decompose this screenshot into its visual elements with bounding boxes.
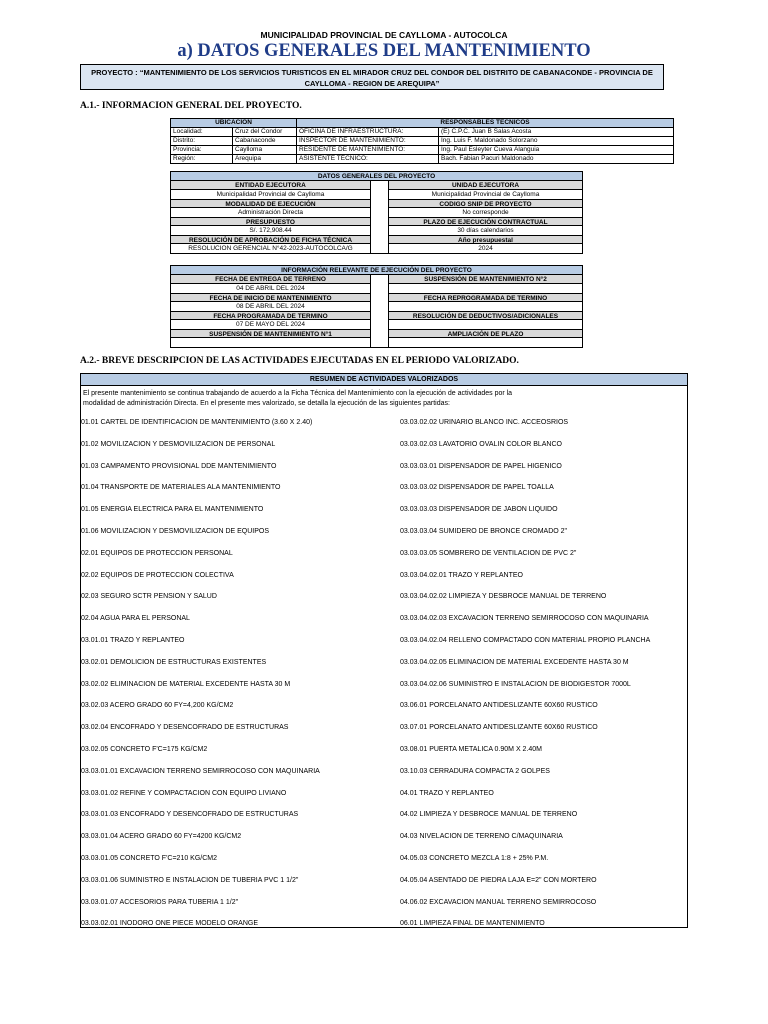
project-line-1: PROYECTO : “MANTENIMIENTO DE LOS SERVICIOS TURISTICOS EN EL MIRADOR CRUZ DEL CONDOR DEL DISTRITO DE CABANACONDE - PROVINCIA DE bbox=[91, 68, 653, 77]
field-value-row bbox=[171, 338, 582, 347]
info-person: Ing. Luis F. Maldonado Solorzano bbox=[439, 137, 674, 146]
activity-item: 03.03.01.02 REFINE Y COMPACTACION CON EQUIPO LIVIANO bbox=[81, 789, 287, 797]
field-value-row bbox=[171, 244, 582, 253]
activity-item: 04.02 LIMPIEZA Y DESBROCE MANUAL DE TERRENO bbox=[400, 811, 578, 819]
field-value-row bbox=[171, 302, 582, 311]
column-gap bbox=[370, 320, 389, 329]
field-label: Año presupuestal bbox=[389, 235, 582, 244]
activity-item: 06.01 LIMPIEZA FINAL DE MANTENIMIENTO bbox=[400, 920, 545, 928]
column-gap bbox=[370, 208, 389, 217]
field-value: No corresponde bbox=[462, 209, 509, 216]
column-gap bbox=[370, 181, 389, 190]
activity-item: 04.01 TRAZO Y REPLANTEO bbox=[400, 789, 494, 797]
field-value-row bbox=[171, 190, 582, 199]
field-label: RESOLUCIÓN DE APROBACIÓN DE FICHA TÉCNICA bbox=[171, 235, 370, 244]
activity-item: 01.05 ENERGIA ELECTRICA PARA EL MANTENIMIENTO bbox=[81, 506, 264, 514]
activity-item: 03.03.04.02.03 EXCAVACION TERRENO SEMIRROCOSO CON MAQUINARIA bbox=[400, 615, 649, 623]
column-gap bbox=[370, 284, 389, 293]
activity-item: 01.06 MOVILIZACION Y DESMOVILIZACION DE EQUIPOS bbox=[81, 528, 270, 535]
field-label: FECHA DE INICIO DE MANTENIMIENTO bbox=[171, 293, 370, 302]
resumen-actividades-box bbox=[80, 373, 688, 928]
section-a1-heading: A.1.- INFORMACION GENERAL DEL PROYECTO. bbox=[80, 101, 302, 111]
column-gap bbox=[370, 226, 389, 235]
field-label: PLAZO DE EJECUCIÓN CONTRACTUAL bbox=[389, 217, 582, 226]
info-table bbox=[170, 118, 674, 164]
column-gap bbox=[370, 217, 389, 226]
field-label: CODIGO SNIP DE PROYECTO bbox=[389, 199, 582, 208]
field-value: RESOLUCION GERENCIAL N°42-2023-AUTOCOLCA/G bbox=[188, 245, 353, 252]
project-banner bbox=[80, 64, 664, 90]
informacion-relevante-box bbox=[170, 265, 583, 348]
activity-item: 04.03 NIVELACION DE TERRENO C/MAQUINARIA bbox=[400, 833, 563, 841]
info-person: Bach. Fabian Pacuri Maldonado bbox=[439, 155, 674, 164]
info-row bbox=[171, 155, 674, 164]
field-value-row bbox=[171, 320, 582, 329]
field-value-row bbox=[171, 284, 582, 293]
activity-item: 01.01 CARTEL DE IDENTIFICACION DE MANTENIMIENTO (3.60 X 2.40) bbox=[81, 419, 313, 426]
field-value: 08 DE ABRIL DEL 2024 bbox=[236, 303, 305, 310]
column-gap bbox=[370, 338, 389, 347]
info-value: Cruz del Condor bbox=[233, 128, 297, 137]
activity-item: 04.05.03 CONCRETO MEZCLA 1:8 + 25% P.M. bbox=[400, 855, 549, 862]
activity-item: 03.03.04.02.01 TRAZO Y REPLANTEO bbox=[400, 571, 523, 579]
column-gap bbox=[370, 244, 389, 253]
field-value bbox=[171, 338, 370, 347]
activity-item: 03.03.04.02.04 RELLENO COMPACTADO CON MATERIAL PROPIO PLANCHA bbox=[400, 637, 651, 644]
info-row bbox=[171, 128, 674, 137]
field-label: UNIDAD EJECUTORA bbox=[389, 181, 582, 190]
field-value bbox=[389, 302, 582, 311]
datos-generales-box bbox=[170, 171, 583, 254]
field-label-row bbox=[171, 181, 582, 190]
field-label-row bbox=[171, 293, 582, 302]
field-label-row bbox=[171, 199, 582, 208]
info-role: INSPECTOR DE MANTENIMIENTO: bbox=[297, 137, 439, 146]
field-value-row bbox=[171, 208, 582, 217]
column-gap bbox=[370, 275, 389, 284]
informacion-relevante-header: INFORMACIÓN RELEVANTE DE EJECUCIÓN DEL PROYECTO bbox=[171, 266, 582, 275]
column-gap bbox=[370, 329, 389, 338]
section-a2-heading: A.2.- BREVE DESCRIPCION DE LAS ACTIVIDADES EJECUTADAS EN EL PERIODO VALORIZADO. bbox=[80, 356, 519, 366]
responsables-header: RESPONSABLES TECNICOS bbox=[297, 119, 674, 128]
info-person: (E) C.P.C. Juan B Salas Acosta bbox=[439, 128, 674, 137]
page-title: a) DATOS GENERALES DEL MANTENIMIENTO bbox=[177, 41, 591, 61]
activity-item: 01.04 TRANSPORTE DE MATERIALES ALA MANTENIMIENTO bbox=[81, 484, 281, 492]
datos-generales-header: DATOS GENERALES DEL PROYECTO bbox=[171, 172, 582, 181]
field-value: Municipalidad Provincial de Caylloma bbox=[431, 191, 540, 198]
field-value: Municipalidad Provincial de Caylloma bbox=[216, 191, 325, 198]
info-value: Caylloma bbox=[233, 146, 297, 155]
activity-item: 03.03.01.06 SUMINISTRO E INSTALACION DE TUBERIA PVC 1 1/2" bbox=[81, 876, 299, 884]
column-gap bbox=[370, 235, 389, 244]
column-gap bbox=[370, 311, 389, 320]
activity-item: 03.03.03.04 SUMIDERO DE BRONCE CROMADO 2" bbox=[400, 528, 568, 535]
field-value bbox=[389, 320, 582, 329]
activity-item: 03.03.01.04 ACERO GRADO 60 FY=4200 KG/CM2 bbox=[81, 833, 242, 841]
field-value bbox=[389, 338, 582, 347]
field-label: SUSPENSIÓN DE MANTENIMIENTO N°1 bbox=[171, 329, 370, 338]
field-value-row bbox=[171, 226, 582, 235]
activity-item: 03.03.01.05 CONCRETO F'C=210 KG/CM2 bbox=[81, 855, 218, 862]
activity-item: 03.03.03.05 SOMBRERO DE VENTILACION DE PVC 2" bbox=[400, 549, 577, 557]
field-label: FECHA DE ENTREGA DE TERRENO bbox=[171, 275, 370, 284]
resumen-intro bbox=[81, 386, 687, 409]
activity-item: 04.06.02 EXCAVACION MANUAL TERRENO SEMIRROCOSO bbox=[400, 898, 597, 906]
field-value: 2024 bbox=[478, 245, 493, 252]
activity-item: 03.03.02.02 URINARIO BLANCO INC. ACCEOSRIOS bbox=[400, 419, 569, 426]
field-value: 07 DE MAYO DEL 2024 bbox=[235, 321, 305, 328]
column-gap bbox=[370, 302, 389, 311]
column-gap bbox=[370, 190, 389, 199]
info-label: Provincia: bbox=[171, 146, 233, 155]
info-label: Localidad: bbox=[171, 128, 233, 137]
activity-item: 03.03.03.03 DISPENSADOR DE JABON LIQUIDO bbox=[400, 506, 558, 514]
activity-item: 01.02 MOVILIZACION Y DESMOVILIZACION DE PERSONAL bbox=[81, 440, 276, 448]
activity-item: 03.01.01 TRAZO Y REPLANTEO bbox=[81, 637, 185, 644]
activity-item: 03.02.01 DEMOLICION DE ESTRUCTURAS EXISTENTES bbox=[81, 658, 267, 666]
activity-item: 02.03 SEGURO SCTR PENSION Y SALUD bbox=[81, 593, 217, 601]
info-role: ASISTENTE TÉCNICO: bbox=[297, 155, 439, 164]
column-gap bbox=[370, 199, 389, 208]
info-person: Ing. Paul Esleyter Cueva Alanguia bbox=[439, 146, 674, 155]
activity-item: 01.03 CAMPAMENTO PROVISIONAL DDE MANTENIMIENTO bbox=[81, 462, 277, 470]
field-label: SUSPENSIÓN DE MANTENIMIENTO N°2 bbox=[389, 275, 582, 284]
field-label-row bbox=[171, 275, 582, 284]
activity-item: 03.08.01 PUERTA METALICA 0.90M X 2.40M bbox=[400, 746, 543, 753]
info-row bbox=[171, 146, 674, 155]
field-label: PRESUPUESTO bbox=[171, 217, 370, 226]
info-value: Arequipa bbox=[233, 155, 297, 164]
project-line-2: CAYLLOMA - REGION DE AREQUIPA” bbox=[304, 79, 440, 88]
activity-item: 03.02.03 ACERO GRADO 60 FY=4,200 KG/CM2 bbox=[81, 702, 234, 710]
info-value: Cabanaconde bbox=[233, 137, 297, 146]
activity-item: 03.03.03.02 DISPENSADOR DE PAPEL TOALLA bbox=[400, 484, 554, 492]
info-label: Distrito: bbox=[171, 137, 233, 146]
municipality-name: MUNICIPALIDAD PROVINCIAL DE CAYLLOMA - AUTOCOLCA bbox=[260, 30, 508, 40]
field-value: S/. 172,908.44 bbox=[249, 227, 292, 234]
field-label: FECHA PROGRAMADA DE TERMINO bbox=[171, 311, 370, 320]
field-label: RESOLUCIÓN DE DEDUCTIVOS/ADICIONALES bbox=[389, 311, 582, 320]
activity-item: 03.02.04 ENCOFRADO Y DESENCOFRADO DE ESTRUCTURAS bbox=[81, 724, 289, 732]
info-label: Región: bbox=[171, 155, 233, 164]
field-value: Administración Directa bbox=[237, 209, 304, 216]
info-role: OFICINA DE INFRAESTRUCTURA: bbox=[297, 128, 439, 137]
activity-item: 02.02 EQUIPOS DE PROTECCION COLECTIVA bbox=[81, 571, 234, 579]
activity-item: 03.06.01 PORCELANATO ANTIDESLIZANTE 60X60 RUSTICO bbox=[400, 702, 598, 710]
activity-item: 03.03.03.01 DISPENSADOR DE PAPEL HIGENICO bbox=[400, 462, 562, 470]
activity-item: 04.05.04 ASENTADO DE PIEDRA LAJA E=2" CON MORTERO bbox=[400, 876, 597, 884]
intro-line-2: modalidad de administración Directa. En el presente mes valorizado, se detalla la ejecución de las siguientes partidas: bbox=[83, 400, 450, 407]
activity-item: 03.03.04.02.02 LIMPIEZA Y DESBROCE MANUAL DE TERRENO bbox=[400, 593, 607, 601]
field-label-row bbox=[171, 311, 582, 320]
activity-item: 03.02.05 CONCRETO F'C=175 KG/CM2 bbox=[81, 746, 208, 753]
field-label-row bbox=[171, 235, 582, 244]
info-role: RESIDENTE DE MANTENIMIENTO: bbox=[297, 146, 439, 155]
field-label: ENTIDAD EJECUTORA bbox=[171, 181, 370, 190]
field-label-row bbox=[171, 329, 582, 338]
activity-item: 03.03.02.03 LAVATORIO OVALIN COLOR BLANCO bbox=[400, 440, 562, 448]
activity-item: 03.03.02.01 INODORO ONE PIECE MODELO ORANGE bbox=[81, 920, 258, 928]
activity-item: 03.03.04.02.05 ELIMINACION DE MATERIAL EXCEDENTE HASTA 30 M bbox=[400, 658, 629, 666]
info-row bbox=[171, 137, 674, 146]
activity-item: 02.04 AGUA PARA EL PERSONAL bbox=[81, 615, 190, 623]
field-label: MODALIDAD DE EJECUCIÓN bbox=[171, 199, 370, 208]
field-value bbox=[389, 284, 582, 293]
resumen-header: RESUMEN DE ACTIVIDADES VALORIZADOS bbox=[81, 374, 687, 386]
activity-item: 03.02.02 ELIMINACION DE MATERIAL EXCEDENTE HASTA 30 M bbox=[81, 680, 291, 688]
activity-item: 03.07.01 PORCELANATO ANTIDESLIZANTE 60X60 RUSTICO bbox=[400, 724, 598, 732]
field-label-row bbox=[171, 217, 582, 226]
ubicacion-header: UBICACIÓN bbox=[171, 119, 297, 128]
intro-line-1: El presente mantenimiento se continua trabajando de acuerdo a la Ficha Técnica del Mantenimiento con la ejecución de actividades por la bbox=[83, 390, 513, 397]
activity-item: 03.03.01.01 EXCAVACION TERRENO SEMIRROCOSO CON MAQUINARIA bbox=[81, 767, 320, 775]
activity-item: 03.10.03 CERRADURA COMPACTA 2 GOLPES bbox=[400, 767, 550, 775]
field-label: FECHA REPROGRAMADA DE TERMINO bbox=[389, 293, 582, 302]
activity-item: 03.03.01.03 ENCOFRADO Y DESENCOFRADO DE ESTRUCTURAS bbox=[81, 811, 299, 819]
activity-item: 02.01 EQUIPOS DE PROTECCION PERSONAL bbox=[81, 549, 233, 557]
field-label: AMPLIACIÓN DE PLAZO bbox=[389, 329, 582, 338]
activity-item: 03.03.04.02.06 SUMINISTRO E INSTALACION DE BIODIGESTOR 7000L bbox=[400, 680, 631, 688]
column-gap bbox=[370, 293, 389, 302]
field-value: 04 DE ABRIL DEL 2024 bbox=[236, 285, 305, 292]
activity-item: 03.03.01.07 ACCESORIOS PARA TUBERIA 1 1/2" bbox=[81, 898, 239, 906]
field-value: 30 días calendarios bbox=[457, 227, 514, 234]
